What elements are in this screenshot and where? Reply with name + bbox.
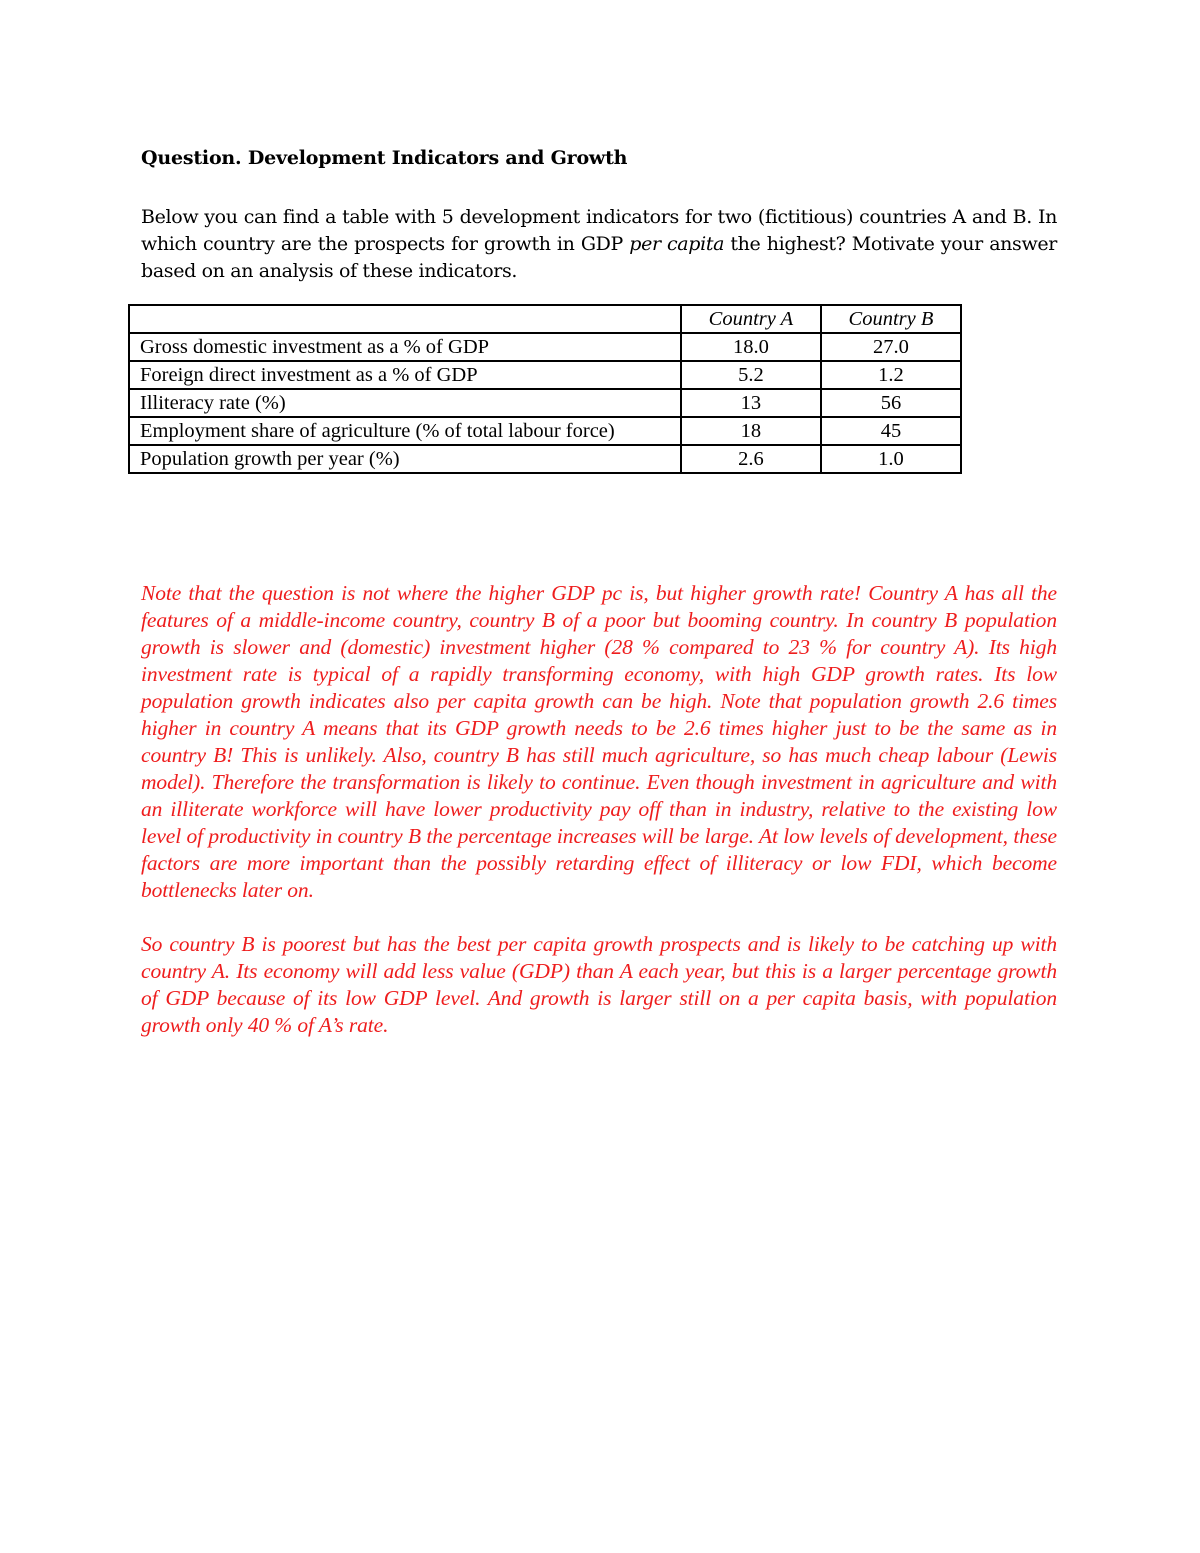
document-page [140,140,1058,1037]
answer-section [141,580,1057,1066]
header-country-b: Country B [821,305,961,333]
intro-text-end: the highest? Motivate your answer based on an analysis of these indicators. [141,233,1058,282]
country-a-value: 5.2 [681,361,821,389]
row-label: Illiteracy rate (%) [129,389,681,417]
country-a-value: 2.6 [681,445,821,473]
country-b-value: 27.0 [821,333,961,361]
table-header-row [129,305,961,333]
question-intro [141,204,1057,285]
row-label: Gross domestic investment as a % of GDP [129,333,681,361]
country-a-value: 13 [681,389,821,417]
table-row [129,445,961,473]
table-row [129,361,961,389]
country-a-value: 18 [681,417,821,445]
answer-paragraph-2: So country B is poorest but has the best per capita growth prospects and is likely to be catching up with country A. Its economy will add less value (GDP) than A each year, but this is a larger percentage growth of GDP because of its low GDP level. And growth is larger still on a per capita basis, with population growth only 40 % of A’s rate. [141,932,1057,1037]
country-a-value: 18.0 [681,333,821,361]
table-row [129,417,961,445]
question-title: Question. Development Indicators and Growth [141,147,628,169]
table-row [129,389,961,417]
country-b-value: 1.0 [821,445,961,473]
answer-paragraph-1: Note that the question is not where the higher GDP pc is, but higher growth rate! Country A has all the features of a middle-income country, country B of a poor but booming country. In country B population growth is slower and (domestic) investment higher (28 % compared to 23 % for country A). Its high investment rate is typical of a rapidly transforming economy, with high GDP growth rates. Its low population growth indicates also per capita growth can be high. Note that population growth 2.6 times higher in country A means that its GDP growth needs to be 2.6 times higher just to be the same as in country B! This is unlikely. Also, country B has still much agriculture, so has much cheap labour (Lewis model). Therefore the transformation is likely to continue. Even though investment in agriculture and with an illiterate workforce will have lower productivity pay off than in industry, relative to the existing low level of productivity in country B the percentage increases will be large. At low levels of development, these factors are more important than the possibly retarding effect of illiteracy or low FDI, which become bottlenecks later on. [141,581,1057,902]
country-b-value: 45 [821,417,961,445]
header-cell-empty [129,305,681,333]
row-label: Population growth per year (%) [129,445,681,473]
header-country-a: Country A [681,305,821,333]
row-label: Employment share of agriculture (% of total labour force) [129,417,681,445]
country-b-value: 56 [821,389,961,417]
indicators-table [128,304,962,474]
intro-text-start: Below you can find a table with 5 development indicators for two (fictitious) countries A and B. In which country are the prospects for growth in GDP [141,206,1057,255]
intro-emphasis: per capita [629,233,725,255]
table-row [129,333,961,361]
country-b-value: 1.2 [821,361,961,389]
row-label: Foreign direct investment as a % of GDP [129,361,681,389]
